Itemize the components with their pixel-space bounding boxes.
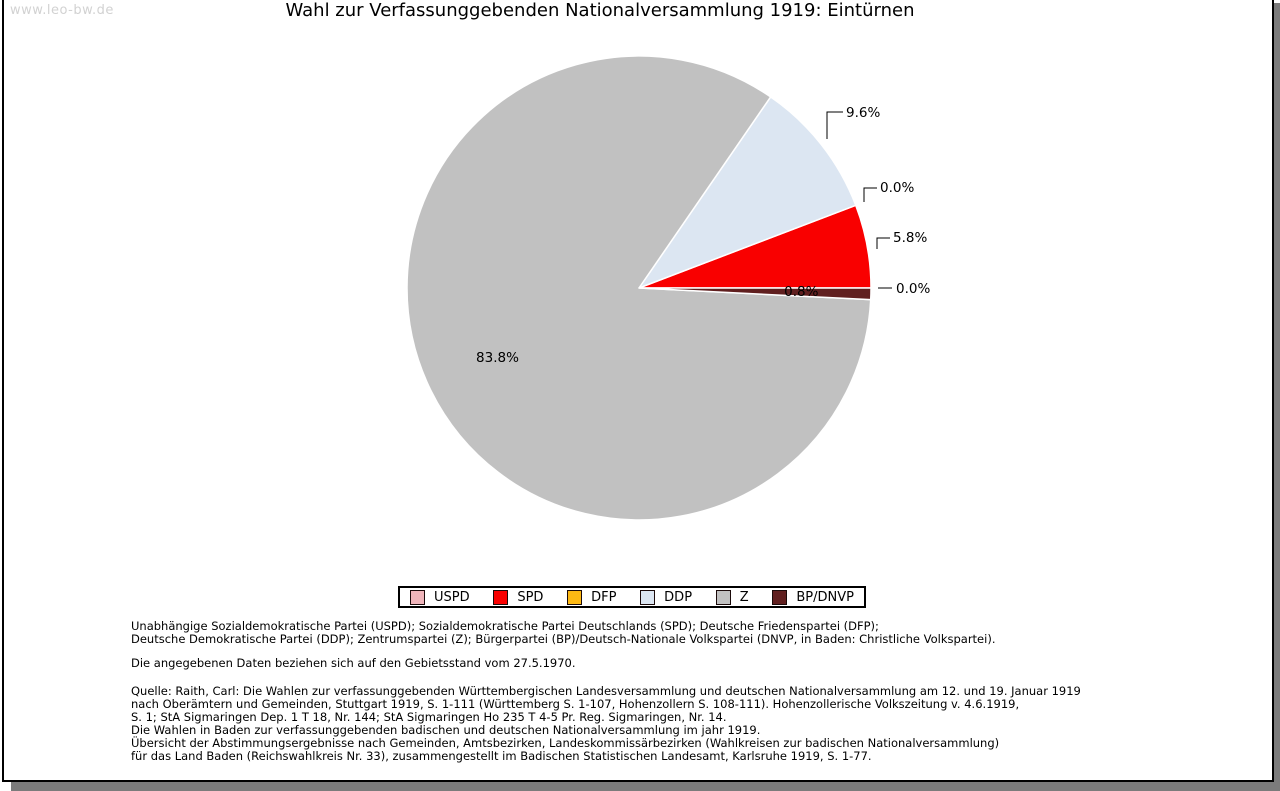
legend-label-Z: Z bbox=[739, 589, 749, 605]
pie-leader-DDP bbox=[827, 112, 843, 139]
pie-label-Z: 83.8% bbox=[476, 349, 519, 366]
legend-swatch-BP/DNVP bbox=[772, 590, 787, 605]
legend bbox=[398, 586, 866, 608]
quelle-note-line: nach Oberämtern und Gemeinden, Stuttgart 1919, S. 1-111 (Württemberg S. 1-107, Hohenzollern S. 108-111). Hohenzollerische Volkszeitung v. 4.6.1919, bbox=[131, 697, 1020, 712]
quelle-note-line: für das Land Baden (Reichswahlkreis Nr. 33), zusammengestellt im Badischen Statistischen Landesamt, Karlsruhe 1919, S. 1-77. bbox=[131, 749, 872, 764]
pie-leader-DFP bbox=[864, 188, 877, 202]
legend-item-USPD bbox=[410, 590, 470, 605]
legend-item-Z bbox=[716, 590, 749, 605]
legend-swatch-Z bbox=[716, 590, 731, 605]
watermark: www.leo-bw.de bbox=[10, 3, 114, 18]
pie-label-BP/DNVP: 0.8% bbox=[784, 284, 819, 301]
quelle-note bbox=[131, 685, 1081, 764]
chart-title: Wahl zur Verfassunggebenden Nationalversammlung 1919: Eintürnen bbox=[285, 0, 915, 21]
legend-swatch-DFP bbox=[567, 590, 582, 605]
legend-label-SPD: SPD bbox=[517, 589, 544, 605]
parties-note-line: Deutsche Demokratische Partei (DDP); Zentrumspartei (Z); Bürgerpartei (BP)/Deutsch-Nationale Volkspartei (DNVP, in Baden: Christliche Volkspartei). bbox=[131, 632, 996, 647]
pie-label-USPD: 0.0% bbox=[896, 281, 931, 297]
parties-note-line: Unabhängige Sozialdemokratische Partei (USPD); Sozialdemokratische Partei Deutschlands (SPD); Deutsche Friedenspartei (DFP); bbox=[131, 619, 879, 633]
legend-label-DFP: DFP bbox=[591, 589, 617, 605]
gebietsstand-note-line: Die angegebenen Daten beziehen sich auf den Gebietsstand vom 27.5.1970. bbox=[131, 656, 576, 670]
legend-label-BP/DNVP: BP/DNVP bbox=[796, 589, 854, 605]
quelle-note-line: Die Wahlen in Baden zur verfassunggebenden badischen und deutschen Nationalversammlung im jahr 1919. bbox=[131, 723, 761, 738]
legend-label-DDP: DDP bbox=[664, 589, 693, 605]
legend-swatch-SPD bbox=[493, 590, 508, 605]
legend-item-BP/DNVP bbox=[772, 590, 854, 605]
pie-label-SPD: 5.8% bbox=[893, 230, 928, 246]
quelle-note-line: Übersicht der Abstimmungsergebnisse nach Gemeinden, Amtsbezirken, Landeskommissärbezirken (Wahlkreisen zur badischen Nationalversammlung) bbox=[131, 736, 1000, 751]
quelle-note-line: S. 1; StA Sigmaringen Dep. 1 T 18, Nr. 144; StA Sigmaringen Ho 235 T 4-5 Pr. Reg. Sigmaringen, Nr. 14. bbox=[131, 710, 727, 725]
legend-swatch-USPD bbox=[410, 590, 425, 605]
pie-label-DFP: 0.0% bbox=[880, 180, 915, 196]
parties-note bbox=[131, 620, 995, 646]
legend-label-USPD: USPD bbox=[434, 589, 470, 605]
legend-item-SPD bbox=[493, 590, 543, 605]
legend-item-DDP bbox=[640, 590, 692, 605]
legend-swatch-DDP bbox=[640, 590, 655, 605]
gebietsstand-note bbox=[131, 657, 576, 670]
pie-leader-SPD bbox=[877, 238, 890, 249]
legend-item-DFP bbox=[567, 590, 616, 605]
pie-label-DDP: 9.6% bbox=[846, 105, 881, 121]
quelle-note-line: Quelle: Raith, Carl: Die Wahlen zur verfassunggebenden Württembergischen Landesversammlung und deutschen Nationalversammlung am 12. und 19. Januar 1919 bbox=[131, 684, 1081, 698]
